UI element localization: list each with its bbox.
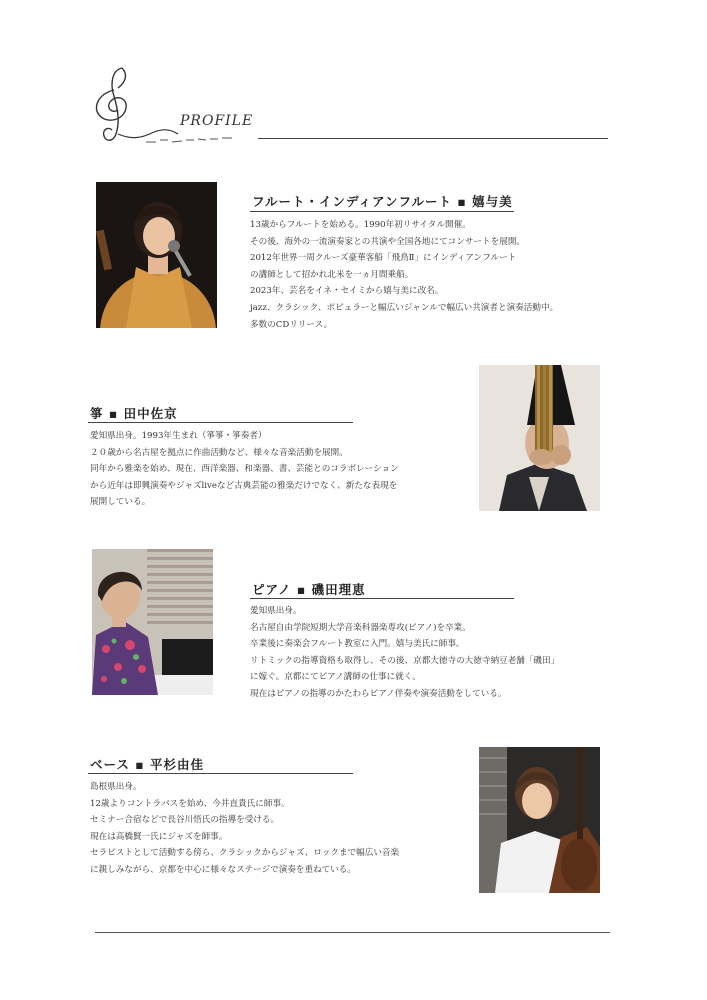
treble-clef-icon <box>82 60 262 150</box>
name-underline <box>88 422 353 423</box>
member-name: フルート・インディアンフルート ▪ 嬉与美 <box>252 194 513 209</box>
header-divider <box>258 138 608 139</box>
bio-line: 12歳よりコントラバスを始め、今井直貴氏に師事。 <box>90 798 290 809</box>
bio-line: 2023年、芸名をイネ・セイミから嬉与美に改名。 <box>250 286 444 297</box>
bio-line: 島根県出身。 <box>90 782 142 792</box>
member-name: ベース ▪ 平杉由佳 <box>90 757 205 772</box>
bio-line: に嫁ぐ。京都にてピアノ講師の仕事に就く。 <box>250 672 421 683</box>
name-underline <box>88 773 353 774</box>
bio-line: 卒業後に奏楽会フルート教室に入門。嬉与美氏に師事。 <box>250 639 465 650</box>
bio-line: から近年は即興演奏やジャズliveなど古典芸能の雅楽だけでなく、新たな表現を <box>90 480 398 491</box>
bio-line: セラピストとして活動する傍ら、クラシックからジャズ、ロックまで幅広い音楽 <box>90 848 400 859</box>
bio-line: 13歳からフルートを始める。1990年初リサイタル開催。 <box>250 220 471 230</box>
footer-divider <box>95 932 610 933</box>
sho-player-photo <box>479 365 600 511</box>
member-bio <box>90 779 399 879</box>
bassist-photo <box>479 747 600 893</box>
bio-line: jazz、クラシック、ポピュラーと幅広いジャンルで幅広い共演者と演奏活動中。 <box>250 302 559 313</box>
member-name: 箏 ▪ 田中佐京 <box>90 406 178 421</box>
bio-line: リトミックの指導資格も取得し、その後、京都大徳寺の大徳寺納豆老舗「磯田」 <box>250 655 560 666</box>
bio-line: 愛知県出身。 <box>250 606 302 616</box>
member-bio <box>250 603 559 703</box>
member-bio <box>250 217 558 333</box>
profile-header <box>82 60 612 150</box>
bio-line: ２０歳から名古屋を拠点に作曲活動など、様々な音楽活動を展開。 <box>90 447 348 458</box>
bio-line: 現在は高橋賢一氏にジャズを師事。 <box>90 831 228 842</box>
bio-line: 現在はピアノの指導のかたわらピアノ伴奏や演奏活動をしている。 <box>250 688 507 699</box>
member-name: ピアノ ▪ 磯田理恵 <box>252 582 366 597</box>
pianist-photo <box>92 549 213 695</box>
profile-title: PROFILE <box>180 113 254 129</box>
bio-line: 同年から雅楽を始め、現在、西洋楽器、和楽器、書、芸能とのコラボレーション <box>90 464 399 475</box>
member-bio <box>90 428 399 511</box>
name-underline <box>250 598 514 599</box>
bio-line: 多数のCDリリース。 <box>250 319 333 330</box>
flutist-photo <box>96 182 217 328</box>
bio-line: 愛知県出身。1993年生まれ（箏箏・箏奏者） <box>90 431 267 441</box>
bio-line: に親しみながら、京都を中心に様々なステージで演奏を重ねている。 <box>90 864 356 875</box>
bio-line: 名古屋自由学院短期大学音楽科器楽専攻(ピアノ)を卒業。 <box>250 622 471 633</box>
bio-line: その後、海外の一流演奏家との共演や全国各地にてコンサートを展開。 <box>250 236 526 247</box>
bio-line: 2012年世界一周クルーズ豪華客船「飛鳥Ⅱ」にインディアンフルート <box>250 253 517 264</box>
bio-line: 展開している。 <box>90 497 151 508</box>
name-underline <box>250 211 514 212</box>
bio-line: セミナー合宿などで長谷川悟氏の指導を受ける。 <box>90 815 280 826</box>
bio-line: の講師として招かれ北米を一ヵ月間乗船。 <box>250 269 414 280</box>
